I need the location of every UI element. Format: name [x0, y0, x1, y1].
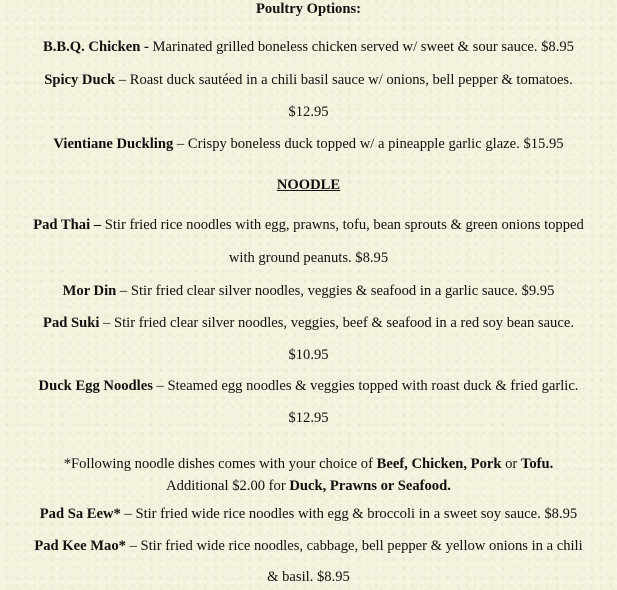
- menu-item-duck-egg-noodles: [0, 377, 617, 395]
- item-name: Pad Sa Eew*: [39, 506, 121, 522]
- menu-item-vientiane-duckling: [0, 135, 617, 153]
- menu-item-spicy-duck-price: $12.95: [288, 104, 329, 120]
- item-description: – Stir fried wide rice noodles with egg & broccoli in a sweet soy sauce. $8.95: [120, 506, 578, 522]
- menu-item-pad-kee-mao: [0, 537, 617, 555]
- note-text: *Following noodle dishes comes with your choice of: [63, 456, 377, 472]
- item-description: Marinated grilled boneless chicken served w/ sweet & sour sauce. $8.95: [148, 39, 574, 55]
- noodle-choice-note: [0, 455, 617, 473]
- item-description: – Stir fried clear silver noodles, veggies & seafood in a garlic sauce. $9.95: [116, 283, 555, 299]
- item-description: – Steamed egg noodles & veggies topped with roast duck & fried garlic.: [152, 378, 579, 394]
- item-name: Pad Kee Mao*: [34, 538, 126, 554]
- item-name: B.B.Q. Chicken -: [43, 39, 149, 55]
- item-description: – Crispy boneless duck topped w/ a pineapple garlic glaze. $15.95: [173, 136, 564, 152]
- item-name: Spicy Duck: [44, 72, 116, 88]
- menu-item-duck-egg-noodles-price: $12.95: [288, 410, 329, 426]
- poultry-heading: Poultry Options:: [256, 1, 361, 17]
- item-name: Mor Din: [62, 283, 117, 299]
- menu-item-spicy-duck: [0, 71, 617, 89]
- menu-item-pad-suki: [0, 314, 617, 332]
- menu-item-pad-thai: [0, 216, 617, 234]
- menu-item-pad-kee-mao-cont: & basil. $8.95: [267, 569, 350, 585]
- note-upgrades: Duck, Prawns or Seafood.: [289, 478, 451, 494]
- menu-item-pad-suki-price: $10.95: [288, 347, 329, 363]
- note-text: Additional $2.00 for: [166, 478, 290, 494]
- menu-item-bbq-chicken: [0, 38, 617, 56]
- item-name: Pad Thai –: [33, 217, 102, 233]
- noodle-heading: NOODLE: [276, 177, 341, 193]
- note-proteins: Beef, Chicken, Pork: [376, 456, 502, 472]
- note-tofu: Tofu.: [520, 456, 554, 472]
- menu-item-pad-thai-cont: with ground peanuts. $8.95: [228, 250, 389, 266]
- item-description: – Stir fried clear silver noodles, veggies, beef & seafood in a red soy bean sauce.: [99, 315, 574, 331]
- noodle-additional-note: [0, 477, 617, 495]
- menu-item-pad-sa-eew: [0, 505, 617, 523]
- item-description: – Roast duck sautéed in a chili basil sauce w/ onions, bell pepper & tomatoes.: [115, 72, 573, 88]
- item-description: Stir fried rice noodles with egg, prawns, tofu, bean sprouts & green onions topped: [101, 217, 584, 233]
- item-description: – Stir fried wide rice noodles, cabbage, bell pepper & yellow onions in a chili: [125, 538, 583, 554]
- note-text: or: [501, 456, 521, 472]
- item-name: Duck Egg Noodles: [38, 378, 153, 394]
- item-name: Pad Suki: [43, 315, 100, 331]
- item-name: Vientiane Duckling: [53, 136, 174, 152]
- menu-item-mor-din: [0, 282, 617, 300]
